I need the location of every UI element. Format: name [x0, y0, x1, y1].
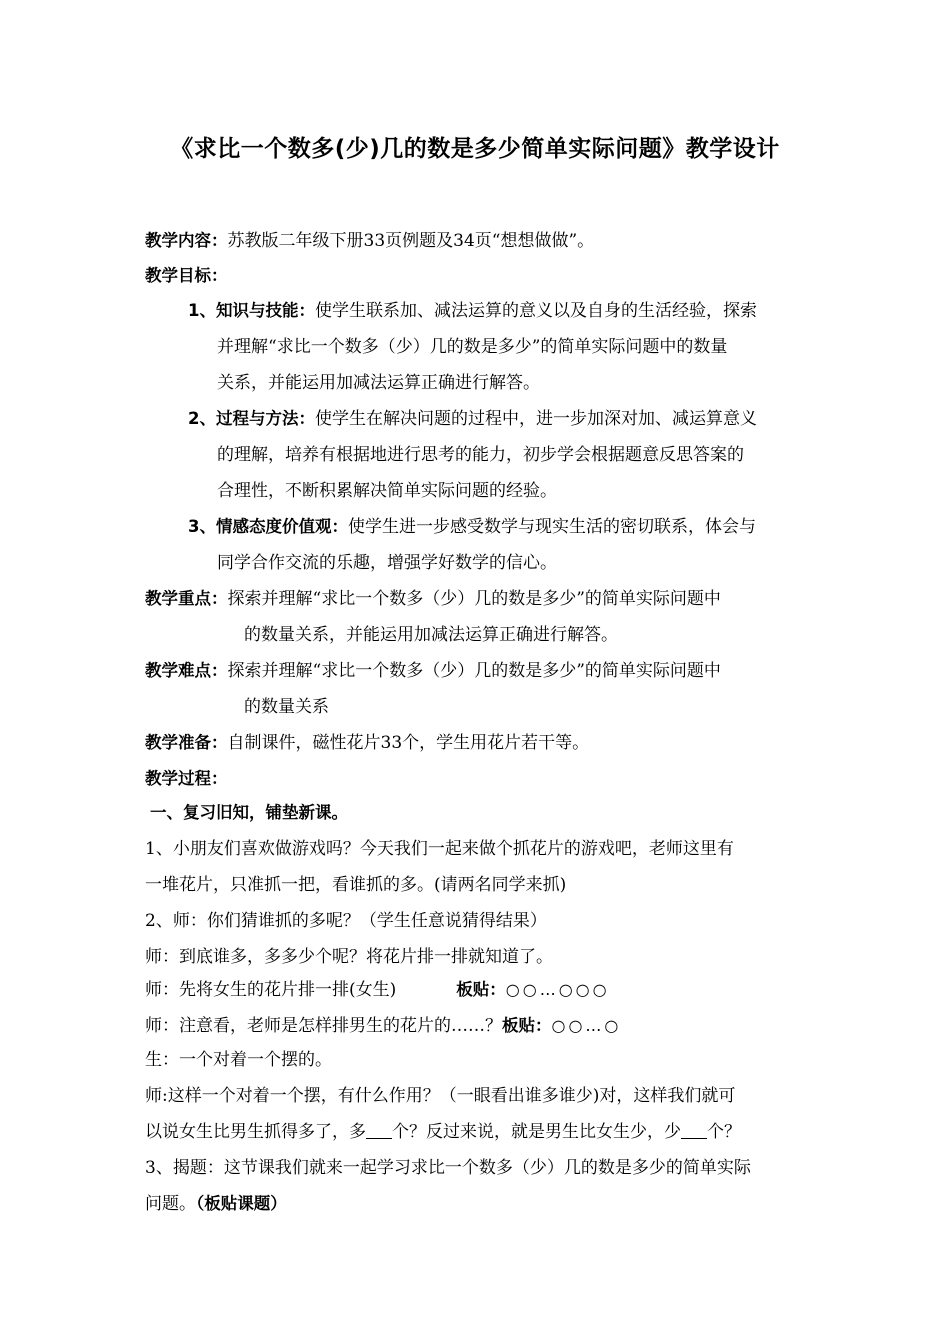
paragraph-7-line-2 — [145, 1119, 741, 1145]
paragraph-7-text-c: 个？ — [707, 1122, 741, 1142]
section-1-heading — [150, 800, 348, 826]
teaching-content-label: 教学内容： — [145, 231, 228, 250]
paragraph-5-text: 师：注意看，老师是怎样排男生的花片的……？ — [145, 1016, 502, 1036]
teaching-goals-heading — [145, 263, 228, 289]
paragraph-7-text-a: 以说女生比男生抓得多了，多 — [145, 1122, 366, 1142]
paragraph-7-text-b: 个？反过来说，就是男生比女生少，少 — [392, 1122, 681, 1142]
goal-2-text-1: 使学生在解决问题的过程中，进一步加深对加、减运算意义 — [314, 409, 757, 429]
key-point-text-1: 探索并理解“求比一个数多（少）几的数是多少”的简单实际问题中 — [227, 589, 721, 609]
paragraph-1-line-1: 1、小朋友们喜欢做游戏吗？今天我们一起来做个抓花片的游戏吧，老师这里有 — [145, 839, 734, 859]
goal-2-line-2: 的理解，培养有根据地进行思考的能力，初步学会根据题意反思答案的 — [217, 445, 744, 465]
goal-2-label: 2、过程与方法： — [188, 409, 315, 428]
preparation-text: 自制课件，磁性花片33个，学生用花片若干等。 — [227, 733, 590, 753]
difficulty-line-1 — [145, 658, 721, 684]
preparation — [145, 730, 589, 756]
process-label: 教学过程： — [145, 769, 228, 788]
difficulty-line-2: 的数量关系 — [244, 697, 329, 717]
key-point-line-2: 的数量关系，并能运用加减法运算正确进行解答。 — [244, 625, 618, 645]
goal-1-line-3: 关系，并能运用加减法运算正确进行解答。 — [217, 373, 540, 393]
paragraph-3: 师：到底谁多，多多少个呢？将花片排一排就知道了。 — [145, 947, 553, 967]
board-boys-circles: ○○…○ — [551, 1016, 622, 1035]
key-point-line-1 — [145, 586, 721, 612]
goal-1-line-1 — [188, 298, 757, 324]
paragraph-8-text: 问题。 — [145, 1194, 196, 1214]
paragraph-1-line-2: 一堆花片，只准抓一把，看谁抓的多。(请两名同学来抓) — [145, 875, 567, 895]
preparation-label: 教学准备： — [145, 733, 228, 752]
paragraph-6: 生：一个对着一个摆的。 — [145, 1050, 332, 1070]
goal-1-text-1: 使学生联系加、减法运算的意义以及自身的生活经验，探索 — [314, 301, 757, 321]
paragraph-5 — [145, 1013, 621, 1039]
teaching-goals-label: 教学目标： — [145, 266, 228, 285]
section-1-title: 一、复习旧知，铺垫新课。 — [150, 803, 348, 822]
teaching-content — [145, 228, 594, 254]
key-point-label: 教学重点： — [145, 589, 228, 608]
goal-2-line-1 — [188, 406, 757, 432]
fill-blank — [366, 1122, 392, 1139]
document-title: 《求比一个数多(少)几的数是多少简单实际问题》教学设计 — [170, 136, 780, 162]
goal-1-line-2: 并理解“求比一个数多（少）几的数是多少”的简单实际问题中的数量 — [217, 337, 728, 357]
paragraph-8-line-2 — [145, 1191, 287, 1217]
paragraph-8-line-1: 3、揭题：这节课我们就来一起学习求比一个数多（少）几的数是多少的简单实际 — [145, 1158, 751, 1178]
goal-2-line-3: 合理性，不断积累解决简单实际问题的经验。 — [217, 481, 557, 501]
goal-3-line-2: 同学合作交流的乐趣，增强学好数学的信心。 — [217, 553, 557, 573]
board-title-note: （板贴课题） — [196, 1194, 287, 1213]
difficulty-text-1: 探索并理解“求比一个数多（少）几的数是多少”的简单实际问题中 — [227, 661, 721, 681]
board-label: 板贴： — [456, 980, 506, 999]
process-heading — [145, 766, 228, 792]
goal-3-label: 3、情感态度价值观： — [188, 517, 348, 536]
goal-3-line-1 — [188, 514, 756, 540]
difficulty-label: 教学难点： — [145, 661, 228, 680]
goal-1-label: 1、知识与技能： — [188, 301, 315, 320]
paragraph-4 — [145, 977, 610, 1003]
fill-blank — [681, 1122, 707, 1139]
paragraph-7-line-1: 师:这样一个对着一个摆，有什么作用？（一眼看出谁多谁少)对，这样我们就可 — [145, 1086, 736, 1106]
board-label: 板贴： — [502, 1016, 552, 1035]
paragraph-4-text: 师：先将女生的花片排一排(女生) — [145, 980, 397, 1000]
goal-3-text-1: 使学生进一步感受数学与现实生活的密切联系，体会与 — [347, 517, 756, 537]
paragraph-2: 2、师：你们猜谁抓的多呢？（学生任意说猜得结果） — [145, 911, 547, 931]
board-girls-circles: ○○…○○○ — [505, 980, 610, 999]
teaching-content-text: 苏教版二年级下册33页例题及34页“想想做做”。 — [227, 231, 595, 251]
